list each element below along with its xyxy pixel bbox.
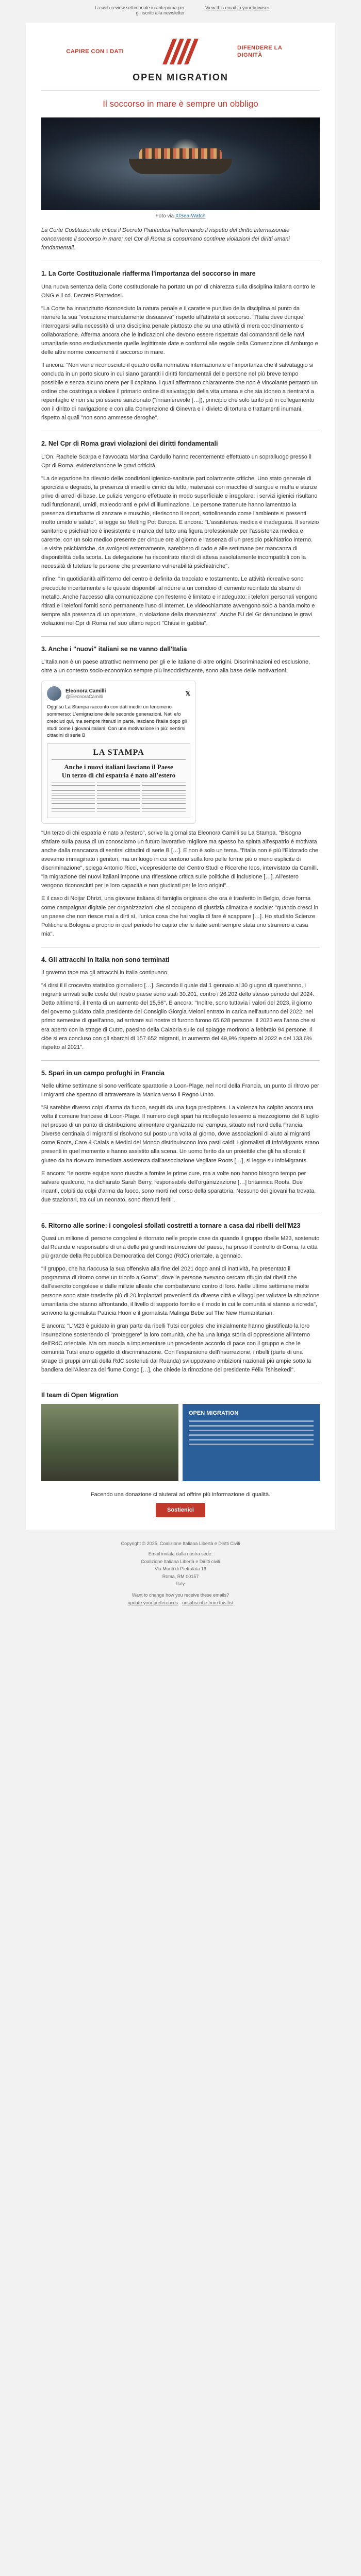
footer-line: Email inviata dalla nostra sede: — [148, 1551, 213, 1557]
section-paragraph: E il caso di Noijar Dhrizi, una giovane italiana di famiglia originaria che ora è trasferito in Belgio, dove forma come campaignar digitale per organizzazioni che si occupano di giustizia climatica e sociale: "quando cresci in un paese che non riesce mai a dirti sì, l'unica cosa che hai voglia di fare è scappare […]. Ho studiato Scienze Politiche a Bologna e proprio in quel periodo ho capito che le italie senti sempre stata uno straniero a casa mia". — [41, 895, 319, 937]
footer-line: Italy — [176, 1581, 185, 1586]
logo-tagline-right: DIFENDERE LA DIGNITÀ — [237, 44, 282, 58]
newspaper-column — [52, 783, 95, 814]
avatar — [47, 686, 61, 701]
section-title: 4. Gli attracchi in Italia non sono terminati — [41, 956, 170, 963]
team-images — [41, 1404, 320, 1481]
newspaper-column — [97, 783, 140, 814]
document-line — [189, 1420, 314, 1422]
footer-line: Coalizione Italiana Libertà e Diritti civili — [141, 1558, 220, 1564]
newspaper-column — [142, 783, 186, 814]
tweet-author-name: Eleonora Camilli — [65, 688, 106, 694]
section-paragraph: Quasi un milione di persone congolesi è ritornato nelle proprie case da quando il gruppo ribelle M23, sostenuto dal Ruanda e responsabile di una delle più grandi insurrezioni del paese, ha preso il controllo di Goma, la città più grande della Repubblica Democratica del Congo (RdC) orientale, a gennaio. — [41, 1235, 320, 1260]
section-3 — [41, 645, 320, 939]
preheader-text: La web-review settimanale in anteprima per gli iscritti alla newsletter — [94, 5, 185, 15]
support-text: Facendo una donazione ci aiuterai ad offrire più informazione di qualità. — [90, 1491, 271, 1498]
footer — [26, 1530, 335, 1617]
x-logo-icon: 𝕏 — [185, 690, 190, 698]
section-paragraph: E ancora: "le nostre equipe sono riuscite a fornire le prime cure, ma a volte non hanno bisogno tempo per salvare qualcuno, ha dichiarato Sarah Berry, responsabile dell'organizzazione […] britannica Roots. Due incanti, colpiti da colpi d'arma da fuoco, sono morti nel corso della sparatoria. Nessuno dei giovani ha trovata, due stazionari, tra cui un neonato, sono ritenuti feriti". — [41, 1170, 316, 1203]
section-1 — [41, 269, 320, 422]
section-title: 5. Spari in un campo profughi in Francia — [41, 1069, 165, 1077]
support-button-wrap — [26, 1503, 335, 1530]
section-paragraph: E ancora: "L'M23 è guidato in gran parte da ribelli Tutsi congolesi che inizialmente hanno giustificato la loro insurrezione sostenendo di "proteggere" la loro comunità, che ha una lunga storia di oppressione all'interno dell'RdC orientale. Ma ora nuocla a implementare un precedente accordo di pace con il gruppo e che le comunità Tutsi erano oggetto di discriminazione. Con l'espansione dell'insurrezione, i ribelli (parte di una strage di gruppi armati della RdC sostenuti dal Ruanda) sviluppavano ambizioni nazionali più ampie sotto la bandiera dell'Alleanza del fiume Congo […], che chiede la rimozione del presidente Félix Tshisekedi". — [41, 1323, 311, 1373]
newspaper-columns — [52, 783, 186, 814]
section-paragraph: "Un terzo di chi espatria è nato all'estero", scrive la giornalista Eleonora Camilli su La Stampa. "Bisogna sfatiare sulla pausa di un conosciamo un futuro lavorativo migliore ma spesso ha spinta all'espatrio è motivata anche dalla mancanza di sentirsi cittadini di serie B […]. E non è solo un tema. "l'italia non è più l'Eldorado che avevamo immaginato i genitori, ma un luogo in cui sentono sulla loro pelle forme più o meno esplicite di discriminazione", spiega Antonio Ricci, vicepresidente del Centro Studi e Ricerche Idos, intervistato da Camilli. "la migrazione dei nuovi italiani impone una riflessione critica sulle politiche di inclusione […]. All'estero vengono riconosciuti per le loro capacità e non giudicati per le loro origini". — [41, 830, 319, 889]
section-paragraph: "La Corte ha innanzitutto riconosciuto la natura penale e il carattere punitivo della disciplina al punto da ritenere la sua "vocazione marcatamente dissuasiva" rispetto all'attività di soccorso. "l'Italia deve dunque interrogarsi sulla necessità di una disciplina penale piuttosto che su una attività di mera coordinamento e collaborazione. Afferma ancora che le indicazioni che devono essere rispettate dai comandanti delle navi umanitarie sono esclusivamente quelle legittimate date e conformi alle regole della Convenzione di Amburgo e delle altre norme concernenti il soccorso in mare. — [41, 305, 318, 355]
footer-preferences: Want to change how you receive these emails? update your preferences · unsubscribe from this list — [127, 1592, 234, 1605]
intro-text: La Corte Costituzionale critica il Decreto Piantedosi riaffermando il rispetto del diritto internazionale concernente il soccorso in mare; nel Cpr di Roma si consumano continue violazioni dei diritti umani fondamentali. — [41, 227, 290, 251]
newsletter-headline: Il soccorso in mare è sempre un obbligo — [103, 99, 258, 109]
tweet-author — [65, 688, 106, 699]
hero-boat — [129, 159, 232, 174]
section-title: 2. Nel Cpr di Roma gravi violazioni dei diritti fondamentali — [41, 440, 218, 448]
document-line — [189, 1439, 314, 1440]
section-paragraph: L'On. Rachele Scarpa e l'avvocata Martina Cardullo hanno recentemente effettuato un sopralluogo presso il Cpr di Roma, evidenziandone le gravi criticità. — [41, 453, 311, 469]
section-paragraph: "Si sarebbe diverso colpi d'arma da fuoco, seguiti da una fuga precipitosa. La violenza ha colpito ancora una volta il comune francese di Loon-Plage. Il numero degli spari ha ricollegato lessemo a mezzogiorno del 8 luglio nel presso di un punto di distribuzione alimentare organizzato nel campus, situato nel nord della Francia. Diverse centinaia di migranti si risolvono sul posto una volta al giorno, dove associazioni di aiuto ai migranti come Roots, Care 4 Calais e Medici del Mondo distribuiscono loro pasti caldi. I giornalisti di InfoMigrants erano presenti in quel momento e hanno assistito alla scena. Un uomo ferito da un proiettile che gli ha sfiorato il gluteo da ha ricevuto immediata assistenza dall'associazione Vegliare Roots […], si legge su InfoMigrants. — [41, 1105, 319, 1164]
section-paragraph: "La delegazione ha rilevato delle condizioni igienico-sanitarie particolarmente critiche. Uno stato generale di sporcizia e degrado, la presenza di insetti e cimici da letto, materassi con macchie di sangue e muffa e stanze prive di arredi di base. Le pulizie vengono effettuate in modo superficiale e irregolare; i servizi igienici risultano rudi funzionanti, umidi, maleodoranti e privi di illuminazione. Le persone trattenute hanno lamentato la presenza disturbante di zanzare e muschio, riferiscono il report, sottolineando come l'ambiente si presenti molto umido e salato", si legge su Melting Pot Europa. E ancora: "L'assistenza medica è inadeguata. Il servizio sanitario e psichiatrico è inesistente e manca del tutto una figura professionale per l'assistenza medica e carente, con un solo medico presente per cinque ore al giorno e l'assenza di un presidio psichiatrico interno. Le visite psichiatriche, da svolgersi esternamente, sarebbero di rado e alle settimane per mancanza di disponibilità della scorta. La delegazione ha riscontrato ritardi di attesa assolutamente incompatibili con la necessità di tutelare le persone che presentano vulnerabilità psichiatriche". — [41, 475, 319, 570]
donate-button[interactable]: Sostienici — [156, 1503, 205, 1517]
section-paragraph: Infine: "In quotidianità all'interno del centro è definita da tracciato e tostamento. Le attività ricreative sono precedute incertamente e le queste disponibili al ridurre a un corridoio di cemento recintato da sbarre di metallo. Anche l'accesso alla comunicazione con l'esterno è limitato e inadeguato: i telefoni personali vengono ritirati e i telefoni forniti sono permanente l'uso di Internet. Le videochiamate avvengono solo a banda molto e sempre alla presenza di un operatore, in violazione della riservatezza". Anche l'U del Gr denunciano le gravi violazioni nel Cpr di Roma nel suo ultimo report "Chiusi in gabbia". — [41, 576, 318, 626]
section-paragraph: Il ancora: "Non viene riconosciuto il quadro della normativa internazionale e l'importanza che il salvataggio si concluda in un porto sicuro in cui siano garantiti i diritti fondamentali delle persone nel più breve tempo possibile e senza alcuno onere per il capitano, i quali affermano chiaramente che non è vincolante pertanto un ordine che costringa a violare il primario ordine di salvataggio della vita umana e che sia idoneo a rientrarvi a repentaglio e non sia più essere sanzionato ("innamerevole […]), principio che solo tanto più in collegamento con il diritto di navigazione e con alla Convenzione di Ginevra e il divieto di tortura e trattamenti inumani, rispetto ai quali "non sono ammesse deroghe". — [41, 362, 318, 421]
update-preferences-link[interactable]: update your preferences — [127, 1600, 178, 1605]
section-6 — [41, 1222, 320, 1375]
team-photo — [41, 1404, 178, 1481]
brand-name: OPEN MIGRATION — [133, 72, 228, 82]
footer-line: Via Monti di Pietralata 16 — [155, 1566, 206, 1572]
section-paragraph: Nelle ultime settimane si sono verificate sparatorie a Loon-Plage, nel nord della Francia, un punto di ritrovo per i migranti che sperano di attraversare la Manica verso il Regno Unito. — [41, 1083, 319, 1098]
hero-caption-link[interactable]: X/Sea-Watch — [175, 213, 206, 219]
preheader — [0, 0, 361, 23]
section-2 — [41, 439, 320, 628]
section-title: 6. Ritorno alle sorine: i congolesi sfollati costretti a tornare a casa dai ribelli dell'M23 — [41, 1222, 301, 1229]
section-title: 1. La Corte Costituzionale riafferma l'importanza del soccorso in mare — [41, 270, 256, 278]
team-document-image — [183, 1404, 320, 1481]
section-paragraph: L'Italia non è un paese attrattivo nemmeno per gli e le italiane di altre origini. Discriminazioni ed esclusione, oltre a un contesto socio-economico sempre più insoddisfacente, sono alla base delle motivazioni. — [41, 659, 310, 674]
footer-line: Roma, RM 00157 — [162, 1573, 199, 1579]
logo-tagline-left: CAPIRE CON I DATI — [66, 48, 124, 55]
logo-row — [26, 23, 335, 72]
embedded-tweet[interactable] — [41, 681, 196, 824]
hero-caption-prefix: Foto via — [155, 213, 175, 219]
divider — [41, 636, 320, 637]
tweet-author-handle: @EleonoraCamilli — [65, 693, 103, 699]
footer-preferences-text: Want to change how you receive these emails? — [132, 1592, 229, 1598]
tweet-newspaper-image — [47, 743, 190, 818]
team-title: Il team di Open Migration — [41, 1391, 119, 1399]
newspaper-subheadline: Un terzo di chi espatria è nato all'estero — [61, 771, 176, 779]
hero-image — [41, 117, 320, 210]
section-4 — [41, 956, 320, 1052]
section-paragraph: Una nuova sentenza della Corte costituzionale ha portato un po' di chiarezza sulla disciplina italiana contro le ONG e il cd. Decreto Piantedosi. — [41, 283, 316, 299]
newspaper-headline: Anche i nuovi italiani lasciano il Paese — [64, 763, 173, 771]
unsubscribe-link[interactable]: unsubscribe from this list — [182, 1600, 234, 1605]
newspaper-masthead: LA STAMPA — [52, 748, 186, 760]
tweet-header — [47, 686, 190, 701]
document-line — [189, 1425, 314, 1427]
section-paragraph: "Il gruppo, che ha riaccusa la sua offensiva alla fine del 2021 dopo anni di inattività, ha presentato il programma di ritorno come un trionfo a Goma", dove le persone avevano cercato rifugio dai ribelli che dall'esercito congolese e dalle milizie alleate che combattevano contro di loro. Nelle ultime settimane molte persone sono state trasferite più di 20 impiantati provenienti da diverse città e villaggi per valutare la situazione umanitaria che stanno affrontando, il livello di supporto fornito e il modo in cui le comunità si stanno a ricreda", scrivono la giornalista Patricia Huon e il giornalista Malinga Bebe sul The New Humanitarian. — [41, 1266, 320, 1316]
document-line — [189, 1444, 314, 1445]
hero-caption — [26, 210, 335, 226]
view-in-browser-link[interactable]: View this email in your browser — [205, 5, 269, 10]
tweet-text: Oggi su La Stampa racconto con dati inediti un fenomeno sommerso: L'emigrazione delle seconde generazioni. Nati e/o cresciuti qui, ma sempre ritenuti in parte, lasciano l'Italia dopo gli studi come i giovani italiani. Con una motivazione in più: sentirsi cittadini di serie B — [47, 704, 187, 739]
section-paragraph: "4 dirsi il il crocevito statistico giornaliero […]. Secondo il quale dal 1 gennaio al 30 giugno di quest'anno, i migranti arrivati sulle coste del nostro paese sono stati 30.201, contro i 26.202 dello stesso periodo del 2024. Detto altrimenti, il trenta di un aumento del 15,56". E ancora: "Inoltre, sono tuttavia i valori del 2023, il giorno del governo guidato dalla presidente del Consiglio Giorgia Meloni entrato in carica nell'autunno del 2022; nel primo semestre di quell'anno, ad arrivare sui nostre di furono furono 65.628 persone. Il 2023 era l'anno che si era aperto con la strage di Cutro, paesino della Calabria sulle cui spiagge morirono a febbraio 94 persone. Il ciòe si era concluso con gli sbarchi di 157.652 migranti, in aumento del 49,9% rispetto al 2022 e del 133,6% rispetto al 2021". — [41, 982, 316, 1050]
document-line — [189, 1430, 314, 1431]
footer-copyright: Copyright © 2025, Coalizione Italiana Libertà e Diritti Civili — [121, 1540, 240, 1546]
divider — [41, 1060, 320, 1061]
open-migration-logo-icon — [157, 36, 204, 67]
section-title: 3. Anche i "nuovi" italiani se ne vanno dall'Italia — [41, 645, 187, 653]
document-line — [189, 1434, 314, 1436]
section-5 — [41, 1069, 320, 1205]
section-paragraph: Il governo tace ma gli attracchi in Italia continuano. — [41, 970, 169, 976]
team-document-title: OPEN MIGRATION — [189, 1410, 239, 1416]
email-card — [26, 23, 335, 1530]
